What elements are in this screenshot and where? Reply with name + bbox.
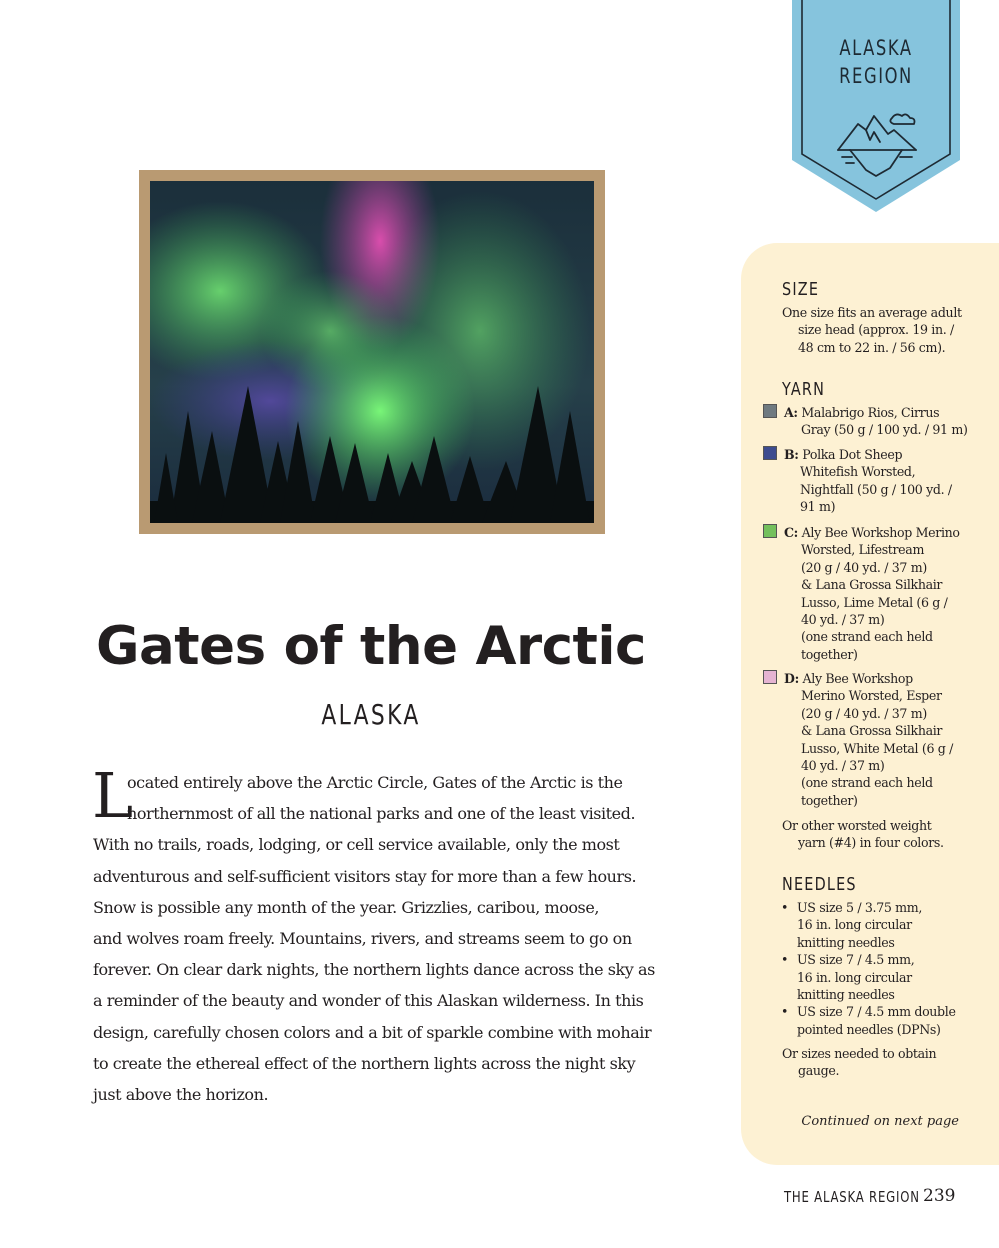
yarn-b-swatch (763, 446, 777, 460)
yarn-line: (20 g / 40 yd. / 37 m) (801, 705, 927, 721)
yarn-d (784, 670, 953, 809)
yarn-a (784, 404, 968, 439)
size-line: 48 cm to 22 in. / 56 cm). (798, 339, 946, 355)
yarn-key: B: (784, 447, 799, 462)
yarn-line: (one strand each held (801, 629, 933, 645)
continued-note: Continued on next page (801, 1114, 959, 1129)
needles-heading: NEEDLES (782, 874, 857, 895)
needle-item (781, 951, 956, 1003)
intro-line: and wolves roam freely. Mountains, rivers, and streams seem to go on (93, 929, 632, 949)
needle-line: US size 7 / 4.5 mm, (797, 952, 915, 968)
drop-cap: L (92, 759, 134, 832)
banner-title (810, 34, 941, 90)
intro-line: forever. On clear dark nights, the northern lights dance across the sky as (93, 960, 655, 980)
needle-line: knitting needles (797, 934, 895, 950)
intro-line: Snow is possible any month of the year. Grizzlies, caribou, moose, (93, 897, 599, 917)
banner-line-1: ALASKA (839, 36, 913, 60)
yarn-line: Malabrigo Rios, Cirrus (801, 405, 940, 420)
yarn-line: Aly Bee Workshop (802, 671, 913, 686)
size-line: One size fits an average adult (782, 305, 962, 320)
yarn-line: 91 m) (800, 499, 836, 515)
yarn-line: together) (801, 646, 858, 662)
yarn-line: Lusso, Lime Metal (6 g / (801, 594, 948, 610)
yarn-line: Gray (50 g / 100 yd. / 91 m) (801, 422, 968, 438)
size-line: size head (approx. 19 in. / (798, 322, 954, 338)
needle-line: 16 in. long circular (797, 917, 912, 933)
intro-line: design, carefully chosen colors and a bit of sparkle combine with mohair (93, 1022, 652, 1042)
bullet-icon: • (781, 900, 789, 915)
yarn-line: Whitefish Worsted, (800, 464, 916, 480)
needles-list (781, 899, 956, 1038)
intro-line: ocated entirely above the Arctic Circle, Gates of the Arctic is the (127, 773, 623, 792)
yarn-c (784, 524, 960, 663)
yarn-key: A: (784, 405, 798, 420)
needles-other-line: gauge. (798, 1063, 840, 1079)
yarn-b (784, 446, 952, 516)
running-footer: THE ALASKA REGION (784, 1188, 920, 1206)
yarn-other-line: yarn (#4) in four colors. (798, 835, 944, 851)
yarn-line: Lusso, White Metal (6 g / (801, 740, 954, 756)
page-subtitle: ALASKA (321, 698, 421, 731)
yarn-line: (one strand each held (801, 775, 933, 791)
yarn-heading: YARN (782, 379, 826, 400)
yarn-line: Polka Dot Sheep (802, 447, 903, 462)
needle-line: US size 5 / 3.75 mm, (797, 900, 923, 915)
yarn-line: & Lana Grossa Silkhair (801, 577, 943, 593)
region-banner (792, 0, 960, 212)
yarn-other (782, 817, 944, 852)
yarn-a-swatch (763, 404, 777, 418)
yarn-line: (20 g / 40 yd. / 37 m) (801, 559, 927, 575)
intro-line: adventurous and self-sufficient visitors stay for more than a few hours. (93, 866, 637, 886)
size-text (782, 304, 962, 356)
needle-line: 16 in. long circular (797, 969, 912, 985)
yarn-line: Nightfall (50 g / 100 yd. / (800, 481, 952, 497)
intro-line: northernmost of all the national parks and one of the least visited. (127, 804, 636, 824)
yarn-key: C: (784, 525, 798, 540)
yarn-c-swatch (763, 524, 777, 538)
aurora-photo (150, 181, 594, 523)
yarn-line: 40 yd. / 37 m) (801, 758, 885, 774)
yarn-line: Aly Bee Workshop Merino (801, 525, 960, 540)
yarn-key: D: (784, 671, 799, 686)
yarn-d-swatch (763, 670, 777, 684)
intro-line: a reminder of the beauty and wonder of this Alaskan wilderness. In this (93, 991, 644, 1011)
photo-frame (139, 170, 605, 534)
yarn-line: & Lana Grossa Silkhair (801, 723, 943, 739)
needles-other (782, 1045, 936, 1080)
needle-line: knitting needles (797, 987, 895, 1003)
bullet-icon: • (781, 952, 789, 968)
yarn-line: together) (801, 792, 858, 808)
intro-line: to create the ethereal effect of the northern lights across the night sky (93, 1053, 636, 1073)
needle-item (781, 899, 956, 951)
bullet-icon: • (781, 1004, 789, 1020)
needles-other-line: Or sizes needed to obtain (782, 1046, 937, 1061)
intro-line: just above the horizon. (93, 1085, 269, 1105)
size-heading: SIZE (782, 279, 820, 300)
needle-line: pointed needles (DPNs) (797, 1021, 941, 1037)
yarn-line: Merino Worsted, Esper (801, 688, 942, 704)
banner-line-2: REGION (839, 64, 913, 88)
needle-item (781, 1003, 956, 1038)
page-number: 239 (923, 1186, 956, 1206)
intro-paragraph (92, 759, 655, 1110)
needle-line: US size 7 / 4.5 mm double (797, 1004, 956, 1020)
iceberg-icon (836, 110, 918, 180)
yarn-line: 40 yd. / 37 m) (801, 612, 885, 628)
page-title: Gates of the Arctic (96, 616, 646, 677)
yarn-line: Worsted, Lifestream (801, 542, 925, 558)
yarn-other-line: Or other worsted weight (782, 818, 932, 833)
intro-line: With no trails, roads, lodging, or cell service available, only the most (93, 835, 620, 855)
